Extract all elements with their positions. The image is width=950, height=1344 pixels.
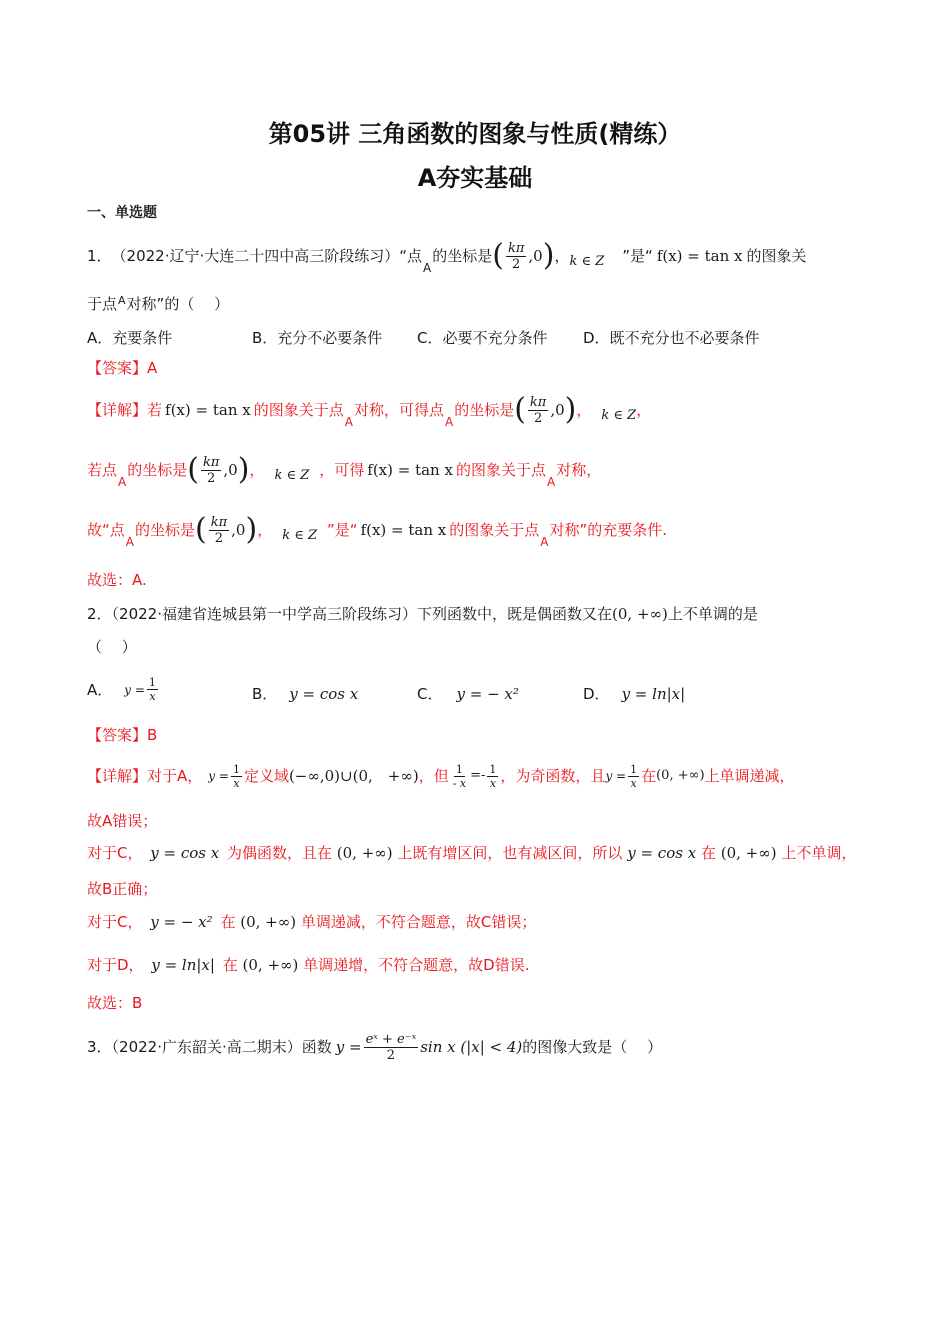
q1-detail-line-1: 【详解】 若 f(x) = tan x 的图象关于点 A 对称，可得点 A 的坐标是 ( $\frac{k\pi}{2}$ ,0 ) ， k ∈ Z ， xyxy=(87,392,652,429)
q2-detail-line-4: 故B正确； xyxy=(87,880,158,898)
q1-option-a[interactable]: A．充要条件 xyxy=(87,329,173,347)
q1-option-c[interactable]: C．必要不充分条件 xyxy=(417,329,548,347)
page-title: 第05讲 三角函数的图象与性质(精练） xyxy=(268,120,682,148)
q1-conclusion: 故选：A. xyxy=(87,571,147,589)
question-2-stem: 2．（2022·福建省连城县第一中学高三阶段练习）下列函数中，既是偶函数又在(0, +∞)上不单调的是 xyxy=(87,605,758,623)
q2-option-c[interactable]: C． y = − x² xyxy=(417,685,519,703)
q2-option-d[interactable]: D． y = ln|x| xyxy=(583,685,686,703)
q2-detail-line-6: 对于D， y = ln|x| 在 (0, +∞) 单调递增，不符合题意，故D错误. xyxy=(87,956,530,974)
question-3-stem: 3．（2022·广东韶关·高二期末）函数 y = $\frac{\text{eˣ + e⁻ˣ}}{2}$ sin x (|x| < 4) 的图像大致是（ ） xyxy=(87,1031,663,1063)
q1-option-d[interactable]: D．既不充分也不必要条件 xyxy=(583,329,760,347)
question-2-paren: （ ） xyxy=(87,638,137,656)
q2-detail-line-5: 对于C， y = − x² 在 (0, +∞) 单调递减，不符合题意，故C错误； xyxy=(87,913,537,931)
q2-option-b[interactable]: B． y = cos x xyxy=(252,685,359,703)
q1-answer: 【答案】A xyxy=(87,359,158,377)
q2-detail-line-3: 对于C， y = cos x 为偶函数，且在 (0, +∞) 上既有增区间，也有减区间，所以 y = cos x 在 (0, +∞) 上不单调， xyxy=(87,844,857,862)
section-heading: A夯实基础 xyxy=(417,164,533,192)
q2-detail-line-1: 【详解】 对于A， y = $\frac{1}{x}$ 定义域 (−∞,0)∪(0, +∞) ，但 $\frac{1}{- x}$ =- $\frac{1}{x}$ ，为奇函数，且 y = $\frac{1}{x}$ 在 (0, +∞) 上单调递减， xyxy=(87,762,795,790)
q2-option-a[interactable]: A． y = $\frac{1}{x}$ xyxy=(87,676,156,703)
question-1-stem-cont: 于点$^A$对称”的（ ） xyxy=(87,294,230,313)
q2-conclusion: 故选：B xyxy=(87,994,143,1012)
q1-detail-line-2: 若点 A 的坐标是 ( $\frac{k\pi}{2}$ ,0 ) ， k ∈ Z ，可得 f(x) = tan x 的图象关于点 A 对称， xyxy=(87,452,602,489)
q2-detail-line-2: 故A错误； xyxy=(87,812,158,830)
question-type-heading: 一、单选题 xyxy=(87,205,157,221)
q2-answer: 【答案】B xyxy=(87,726,158,744)
q1-detail-line-3: 故“点 A 的坐标是 ( $\frac{k\pi}{2}$ ,0 ) ， k ∈ Z ”是“ f(x) = tan x 的图象关于点 A 对称”的充要条件. xyxy=(87,512,668,549)
q1-option-b[interactable]: B．充分不必要条件 xyxy=(252,329,383,347)
question-1-stem: 1． （2022·辽宁·大连二十四中高三阶段练习）“点 A 的坐标是 ( $\frac{k\pi}{2}$ ,0 ) ， k ∈ Z ”是“ f(x) = tan x 的图象关 xyxy=(87,238,807,275)
